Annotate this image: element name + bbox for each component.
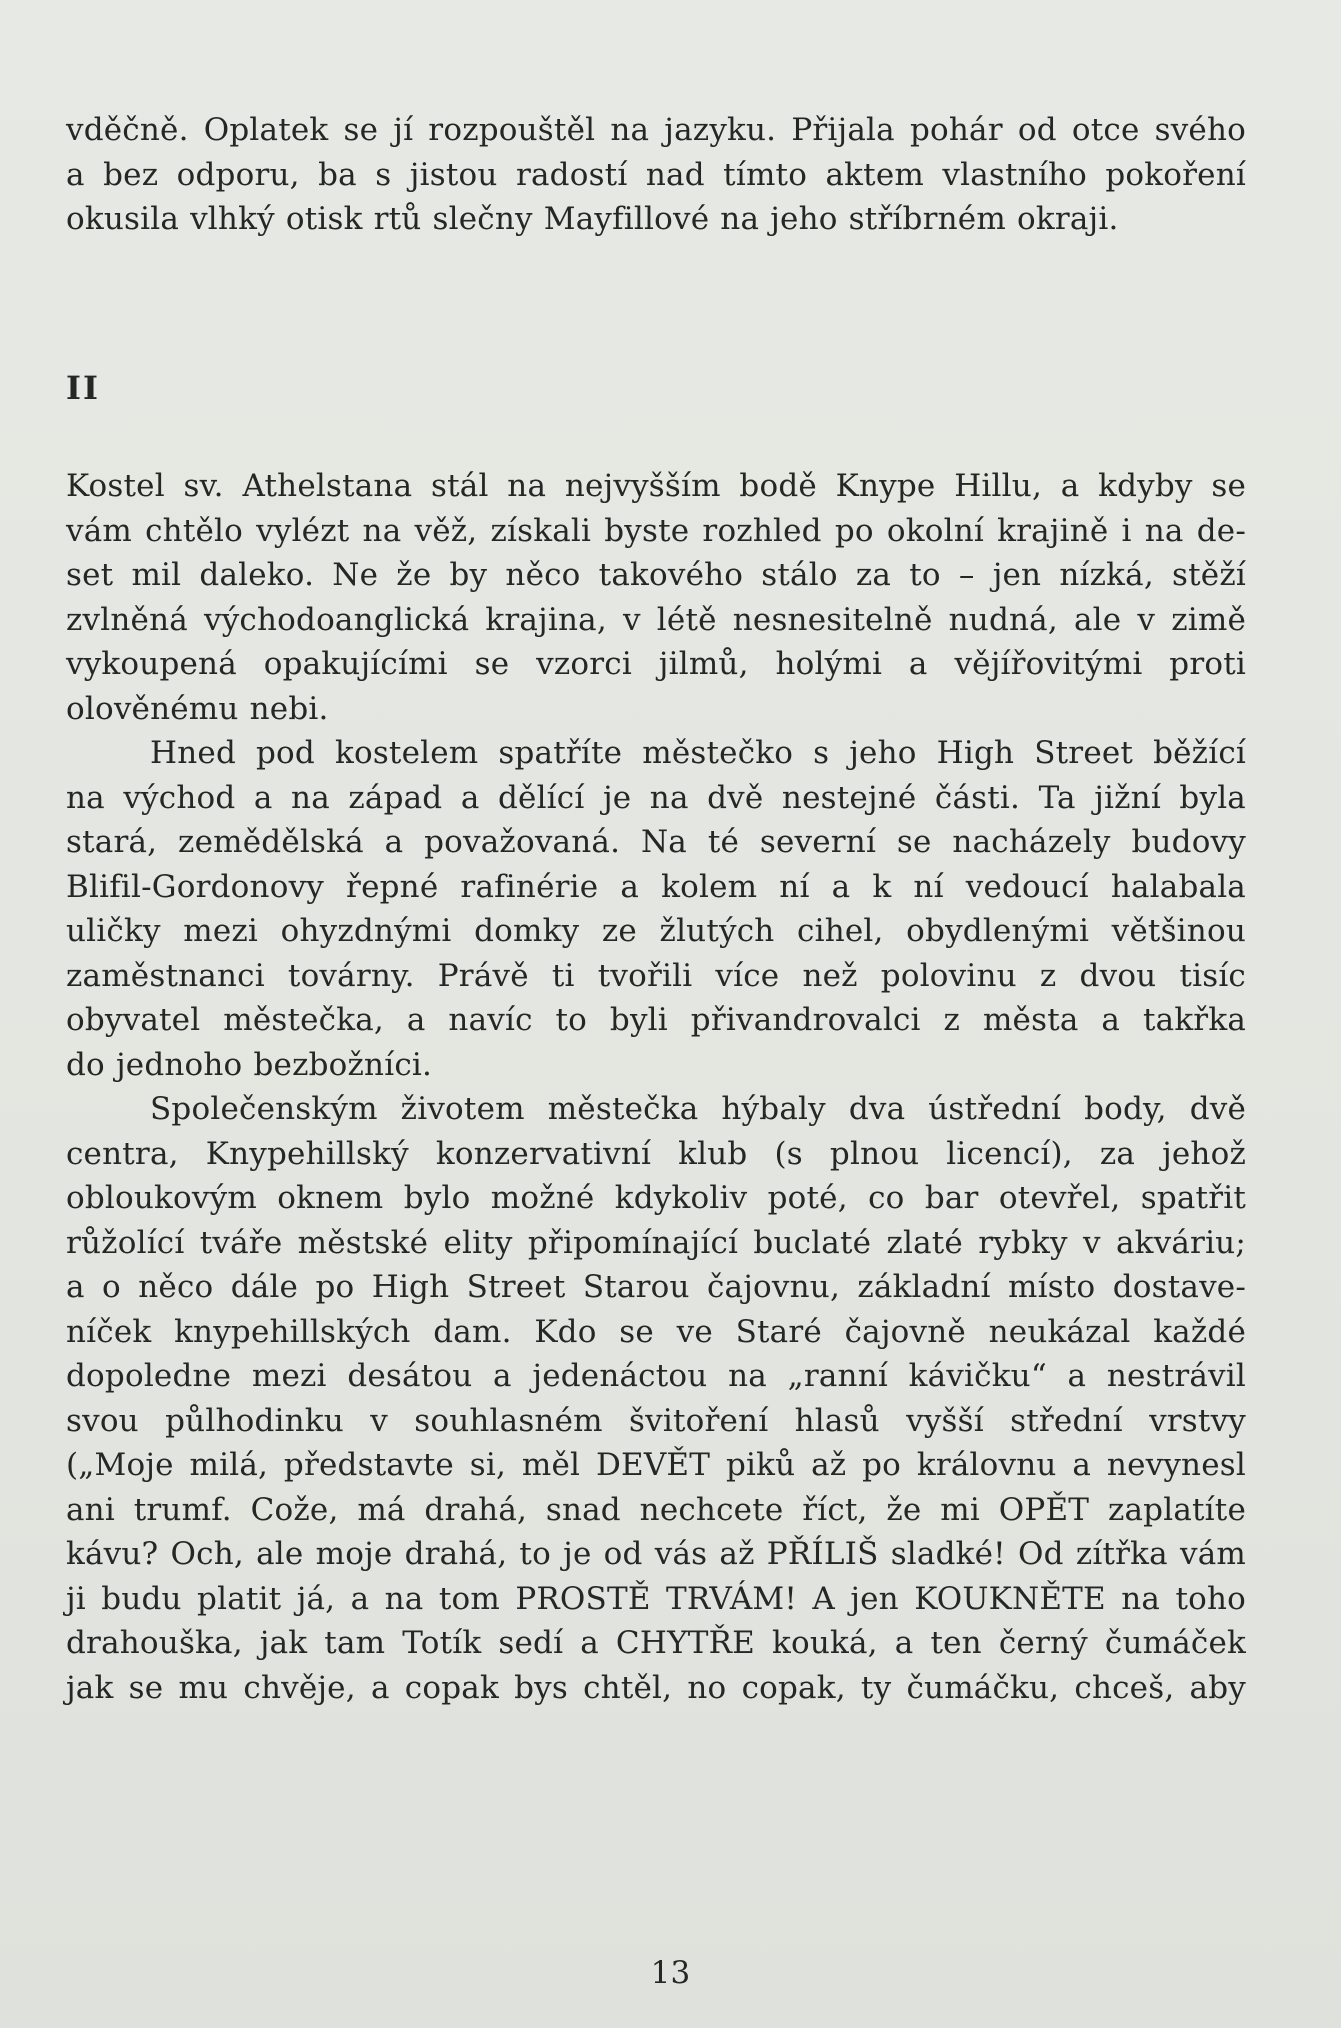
section-heading: II — [66, 369, 100, 407]
text-line: ji budu platit já, a na tom PROSTĚ TRVÁM! A jen KOUKNĚTE na toho — [66, 1580, 1246, 1617]
text-line: ani trumf. Cože, má drahá, snad nechcete říct, že mi OPĚT zaplatíte — [66, 1491, 1246, 1528]
text-line: zvlněná východoanglická krajina, v létě nesnesitelně nudná, ale v zimě — [66, 601, 1246, 638]
text-line: obyvatel městečka, a navíc to byli přivandrovalci z města a takřka — [66, 1002, 1246, 1038]
text-line: jak se mu chvěje, a copak bys chtěl, no copak, ty čumáčku, chceš, aby — [66, 1669, 1246, 1706]
text-line: svou půlhodinku v souhlasném švitoření hlasů vyšší střední vrstvy — [66, 1402, 1246, 1439]
text-line: zaměstnanci továrny. Právě ti tvořili více než polovinu z dvou tisíc — [66, 957, 1246, 994]
text-line: vykoupená opakujícími se vzorci jilmů, holými a vějířovitými proti — [66, 646, 1246, 682]
text-line: na východ a na západ a dělící je na dvě nestejné části. Ta jižní byla — [66, 779, 1246, 816]
text-line: Blifil-Gordonovy řepné rafinérie a kolem ní a k ní vedoucí halabala — [66, 868, 1246, 905]
text-line: do jednoho bezbožníci. — [66, 1046, 433, 1083]
text-line: Společenským životem městečka hýbaly dva ústřední body, dvě — [150, 1091, 1246, 1127]
text-line: olověnému nebi. — [66, 690, 329, 727]
text-line: Hned pod kostelem spatříte městečko s jeho High Street běžící — [150, 735, 1246, 771]
text-line: níček knypehillských dam. Kdo se ve Staré čajovně neukázal každé — [66, 1313, 1246, 1350]
text-line: kávu? Och, ale moje drahá, to je od vás až PŘÍLIŠ sladké! Od zítřka vám — [66, 1536, 1246, 1572]
text-line: a bez odporu, ba s jistou radostí nad tímto aktem vlastního pokoření — [66, 156, 1246, 193]
text-line: set mil daleko. Ne že by něco takového stálo za to – jen nízká, stěží — [66, 557, 1246, 593]
text-line: a o něco dále po High Street Starou čajovnu, základní místo dostave- — [66, 1269, 1246, 1305]
text-line: okusila vlhký otisk rtů slečny Mayfillové na jeho stříbrném okraji. — [66, 201, 1119, 237]
text-line: Kostel sv. Athelstana stál na nejvyšším bodě Knype Hillu, a kdyby se — [66, 468, 1246, 504]
text-line: vám chtělo vylézt na věž, získali byste rozhled po okolní krajině i na de- — [66, 512, 1246, 549]
text-line: uličky mezi ohyzdnými domky ze žlutých cihel, obydlenými většinou — [66, 913, 1246, 949]
text-line: dopoledne mezi desátou a jedenáctou na „ranní kávičku“ a nestrávil — [66, 1358, 1246, 1394]
text-line: centra, Knypehillský konzervativní klub (s plnou licencí), za jehož — [66, 1135, 1246, 1172]
text-line: stará, zemědělská a považovaná. Na té severní se nacházely budovy — [66, 824, 1246, 860]
text-line: růžolící tváře městské elity připomínající buclaté zlaté rybky v akváriu; — [66, 1224, 1246, 1261]
text-line: („Moje milá, představte si, měl DEVĚT piků až po královnu a nevynesl — [66, 1447, 1246, 1483]
text-line: obloukovým oknem bylo možné kdykoliv poté, co bar otevřel, spatřit — [66, 1180, 1246, 1216]
page-number: 13 — [650, 1955, 691, 1991]
text-line: drahouška, jak tam Totík sedí a CHYTŘE kouká, a ten černý čumáček — [66, 1625, 1246, 1661]
text-line: vděčně. Oplatek se jí rozpouštěl na jazyku. Přijala pohár od otce svého — [66, 112, 1246, 148]
